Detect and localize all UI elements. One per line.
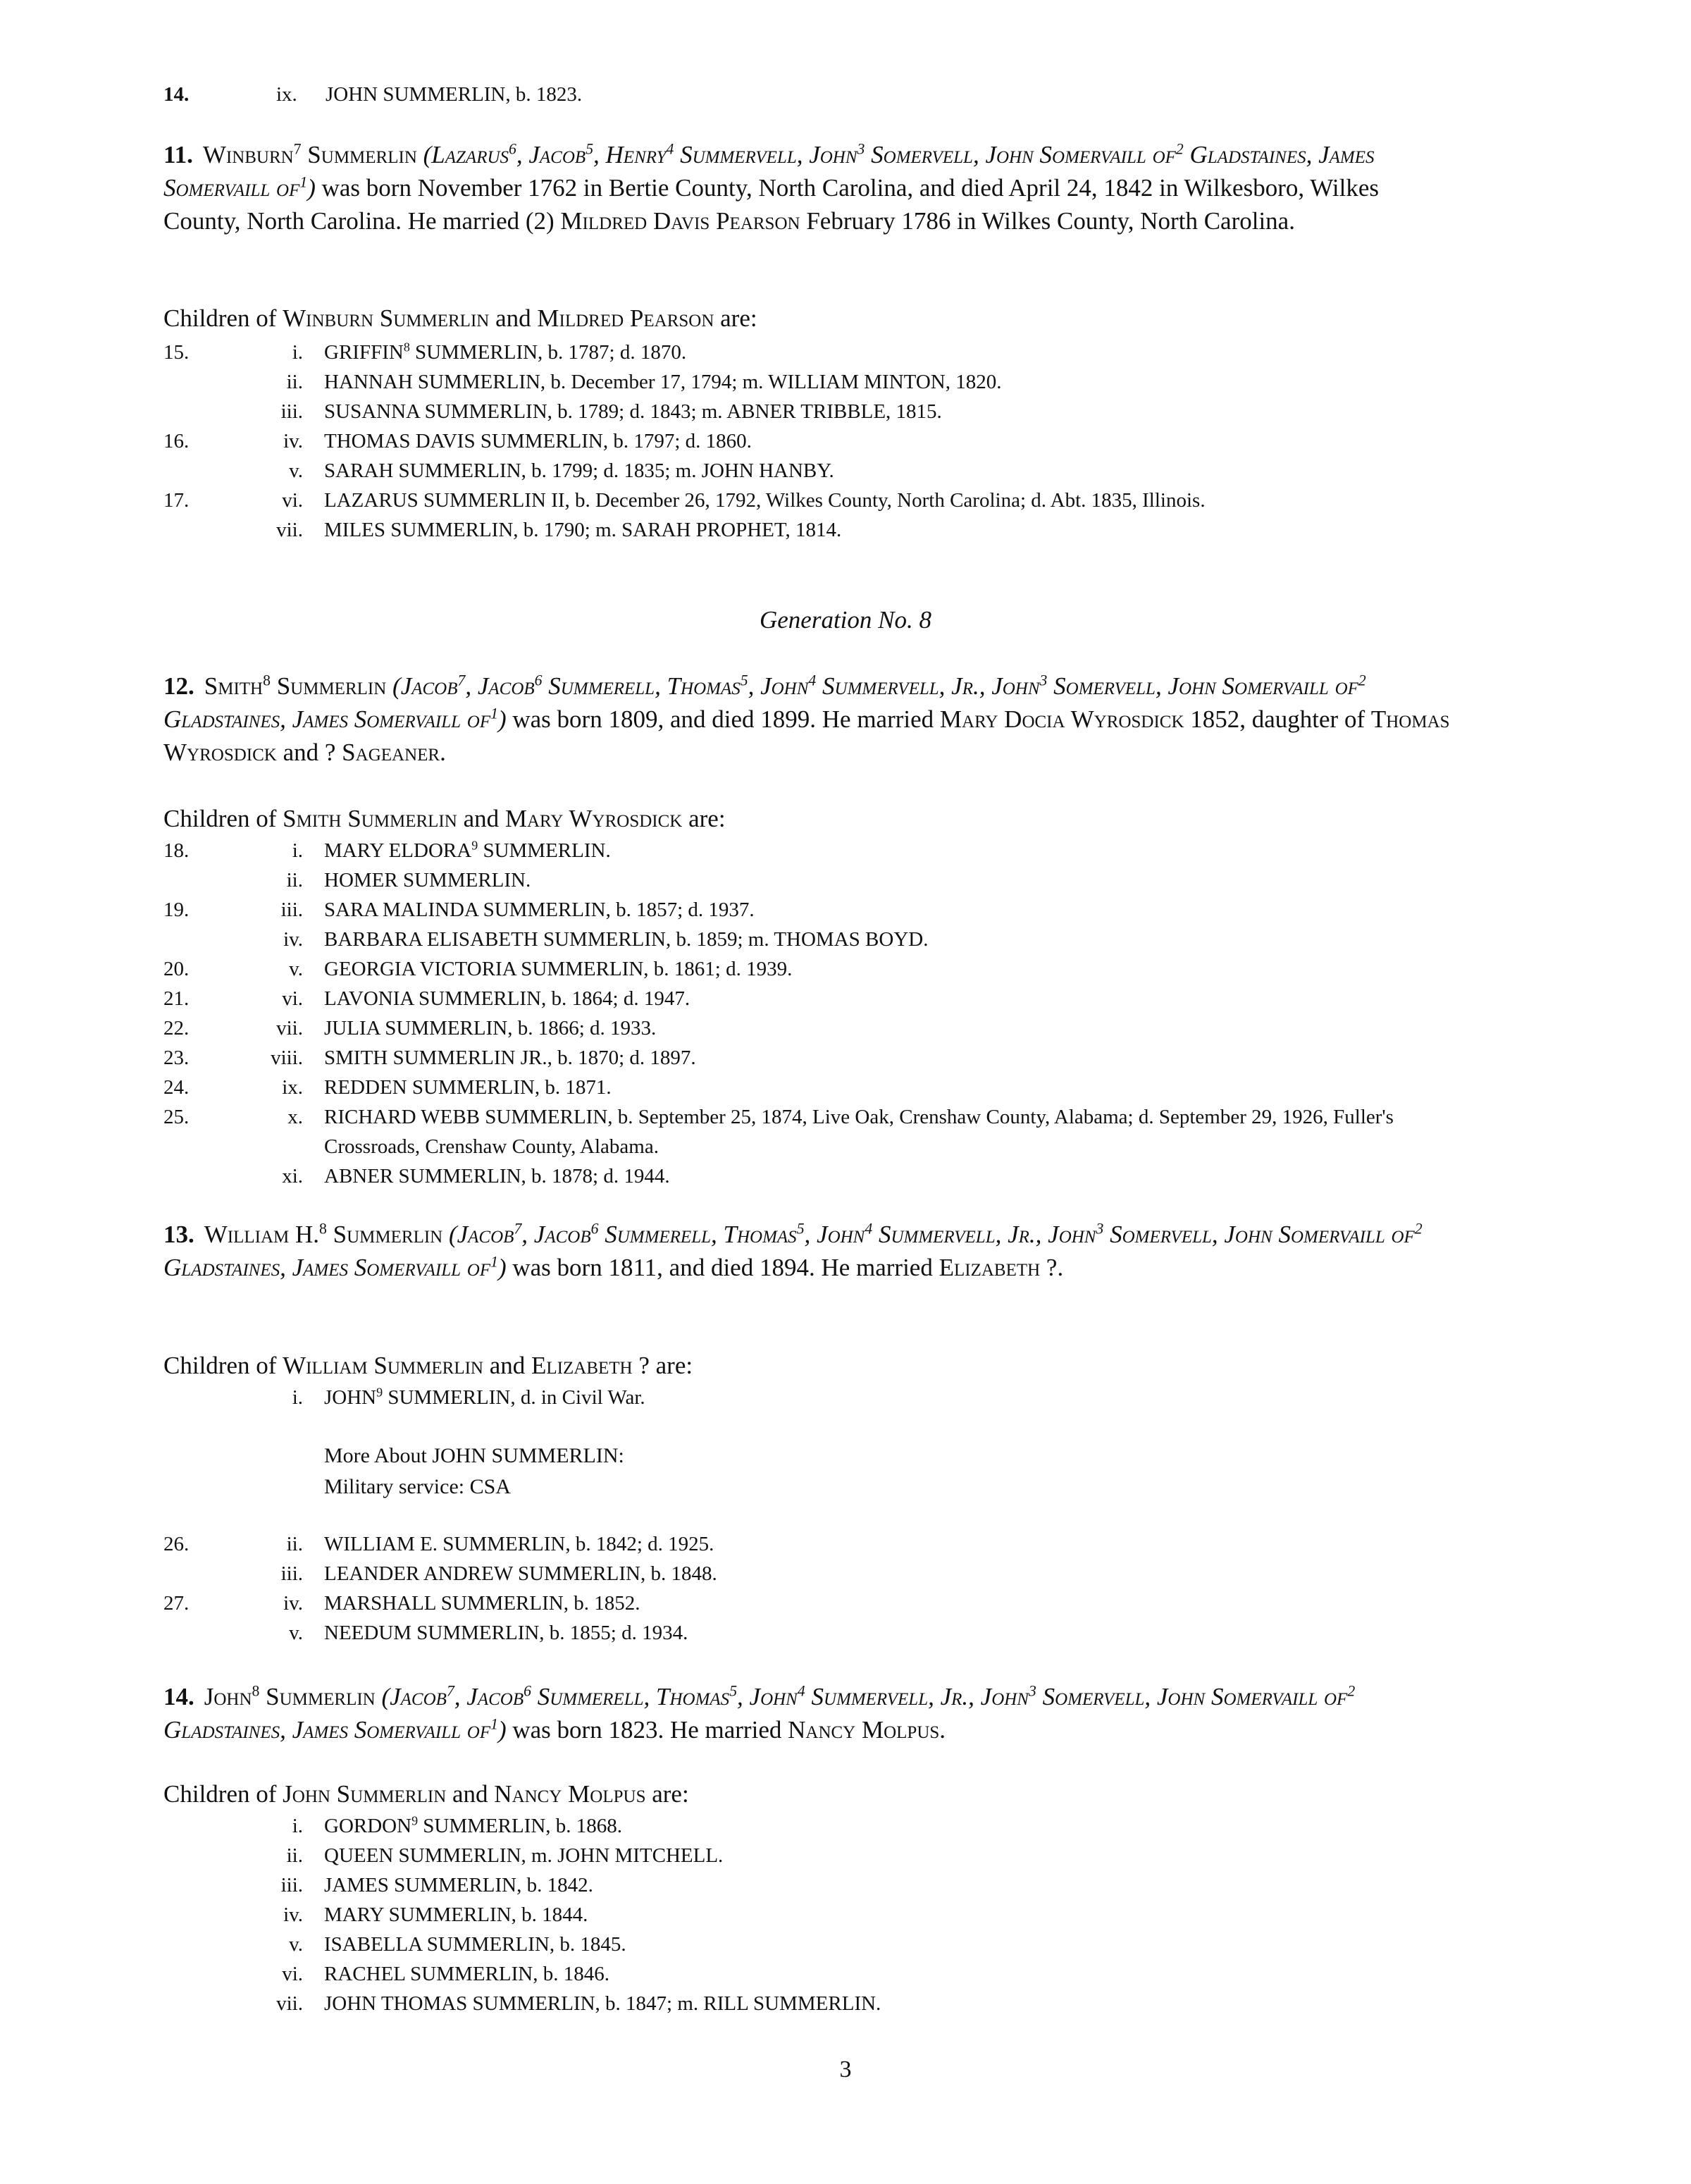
child-row: v. NEEDUM SUMMERLIN, b. 1855; d. 1934. [289, 1622, 688, 1644]
ancestry-line: (Jacob$^7$, Jacob$^6$ Summerell, Thomas$^5$, John$^4$ Summervell, Jr., John$^3$ Somervell, John Somervaill $of^2$ Gladstaines, James Somervaill $of^1$) [163, 1220, 1423, 1281]
more-about-note [324, 1440, 624, 1503]
child-row: 25. x. RICHARD WEBB SUMMERLIN, b. September 25, 1874, Live Oak, Crenshaw County, Alabama; d. September 29, 1926, Fuller's Crossroads, Crenshaw County, Alabama. [163, 1106, 1394, 1158]
person-entry-14 [163, 1680, 1453, 1746]
child-row: 21. vi. LAVONIA SUMMERLIN, b. 1864; d. 1947. [163, 987, 690, 1010]
child-row: vii. MILES SUMMERLIN, b. 1790; m. SARAH PROPHET, 1814. [276, 519, 842, 541]
person-number: 12. [163, 672, 194, 700]
child-row: 16. iv. THOMAS DAVIS SUMMERLIN, b. 1797; d. 1860. [163, 430, 752, 452]
person-name: Winburn$^7$ Summerlin [202, 140, 417, 168]
more-about-heading: More About JOHN SUMMERLIN: [324, 1444, 624, 1467]
father-in-law: Thomas Wyrosdick [163, 705, 1450, 766]
person-name: John$^8$ Summerlin [204, 1682, 376, 1710]
biography: was born 1823. He married [512, 1716, 782, 1744]
military-service: Military service: CSA [324, 1475, 511, 1498]
child-row: iv. BARBARA ELISABETH SUMMERLIN, b. 1859; m. THOMAS BOYD. [283, 928, 929, 951]
child-row: xi. ABNER SUMMERLIN, b. 1878; d. 1944. [282, 1165, 670, 1187]
child-row: 24. ix. REDDEN SUMMERLIN, b. 1871. [163, 1076, 612, 1099]
spouse-name: Elizabeth ?. [939, 1254, 1064, 1281]
child-row: v. SARAH SUMMERLIN, b. 1799; d. 1835; m. JOHN HANBY. [289, 459, 834, 482]
spouse-name: Mary Docia Wyrosdick [939, 705, 1184, 733]
marriage-details: 1852, daughter of [1190, 705, 1365, 733]
children-list-13 [0, 1529, 1691, 1648]
child-row: 17. vi. LAZARUS SUMMERLIN II, b. December 26, 1792, Wilkes County, North Carolina; d. Abt. 1835, Illinois. [163, 489, 1206, 512]
child-row: 18. i. MARY ELDORA$^9$ SUMMERLIN. [163, 838, 611, 862]
biography: was born 1809, and died 1899. He married [512, 705, 934, 733]
child-row: 27. iv. MARSHALL SUMMERLIN, b. 1852. [163, 1592, 640, 1615]
child-row: 19. iii. SARA MALINDA SUMMERLIN, b. 1857; d. 1937. [163, 899, 755, 921]
page-number: 3 [839, 2056, 852, 2083]
child-row: i. GORDON$^9$ SUMMERLIN, b. 1868. [292, 1813, 623, 1837]
children-heading: Children of John Summerlin and Nancy Molpus are: [163, 1780, 689, 1808]
child-row: 20. v. GEORGIA VICTORIA SUMMERLIN, b. 1861; d. 1939. [163, 958, 793, 980]
child-row: 22. vii. JULIA SUMMERLIN, b. 1866; d. 1933. [163, 1017, 657, 1039]
child-row: 23. viii. SMITH SUMMERLIN JR., b. 1870; d. 1897. [163, 1047, 696, 1069]
child-row: i. JOHN$^9$ SUMMERLIN, d. in Civil War. [292, 1385, 645, 1409]
person-entry-11 [163, 138, 1453, 237]
child-row: ii. QUEEN SUMMERLIN, m. JOHN MITCHELL. [286, 1844, 724, 1867]
biography: was born November 1762 in Bertie County, North Carolina, and died April 24, 1842 in Wilkesboro, Wilkes County, North Carolina. He married (2) [163, 174, 1379, 235]
person-entry-12 [163, 670, 1453, 769]
child-number: 14. [163, 83, 190, 106]
child-row: 26. ii. WILLIAM E. SUMMERLIN, b. 1842; d. 1925. [163, 1533, 714, 1555]
child-roman: ix. [276, 83, 297, 106]
children-list-13-first [0, 1383, 1691, 1412]
person-number: 11. [163, 141, 193, 168]
person-number: 13. [163, 1221, 194, 1248]
children-list-14 [0, 1811, 1691, 2018]
ancestry-line: (Jacob$^7$, Jacob$^6$ Summerell, Thomas$^5$, John$^4$ Summervell, Jr., John$^3$ Somervell, John Somervaill $of^2$ Gladstaines, James Somervaill $of^1$) [163, 1682, 1356, 1744]
mother-in-law: ? Sageaner. [324, 739, 446, 766]
children-list-12 [0, 836, 1691, 1191]
child-row: v. ISABELLA SUMMERLIN, b. 1845. [289, 1933, 626, 1956]
children-heading: Children of William Summerlin and Elizabeth ? are: [163, 1352, 693, 1379]
person-number: 14. [163, 1683, 194, 1710]
child-row: iv. MARY SUMMERLIN, b. 1844. [283, 1904, 588, 1926]
person-entry-13 [163, 1218, 1453, 1284]
child-row: iii. SUSANNA SUMMERLIN, b. 1789; d. 1843; m. ABNER TRIBBLE, 1815. [280, 400, 942, 423]
child-row: vii. JOHN THOMAS SUMMERLIN, b. 1847; m. RILL SUMMERLIN. [276, 1992, 881, 2015]
child-row: 15. i. GRIFFIN$^8$ SUMMERLIN, b. 1787; d. 1870. [163, 340, 687, 364]
marriage-details: February 1786 in Wilkes County, North Carolina. [806, 207, 1295, 235]
child-row: ii. HANNAH SUMMERLIN, b. December 17, 1794; m. WILLIAM MINTON, 1820. [286, 371, 1002, 393]
child-text: JOHN SUMMERLIN, b. 1823. [326, 83, 583, 106]
child-row: vi. RACHEL SUMMERLIN, b. 1846. [282, 1963, 609, 1985]
child-row: ii. HOMER SUMMERLIN. [286, 869, 531, 892]
child-row: iii. JAMES SUMMERLIN, b. 1842. [280, 1874, 593, 1896]
biography: was born 1811, and died 1894. He married [512, 1254, 933, 1281]
spouse-name: Nancy Molpus. [788, 1716, 946, 1744]
person-name: Smith$^8$ Summerlin [204, 672, 387, 700]
generation-heading: Generation No. 8 [759, 606, 931, 634]
ancestry-line: (Lazarus$^6$, Jacob$^5$, Henry$^4$ Summervell, John$^3$ Somervell, John Somervaill $of^2$ Gladstaines, James Somervaill $of^1$) [163, 140, 1375, 202]
spouse-name: Mildred Davis Pearson [560, 207, 800, 235]
children-heading: Children of Smith Summerlin and Mary Wyrosdick are: [163, 805, 726, 832]
child-row: iii. LEANDER ANDREW SUMMERLIN, b. 1848. [280, 1562, 717, 1585]
person-name: William H.$^8$ Summerlin [204, 1220, 443, 1248]
ancestry-line: (Jacob$^7$, Jacob$^6$ Summerell, Thomas$^5$, John$^4$ Summervell, Jr., John$^3$ Somervell, John Somervaill $of^2$ Gladstaines, James Somervaill $of^1$) [163, 672, 1366, 733]
conjunction: and [283, 739, 319, 766]
children-heading: Children of Winburn Summerlin and Mildred Pearson are: [163, 304, 757, 332]
children-list-11 [0, 338, 1691, 545]
